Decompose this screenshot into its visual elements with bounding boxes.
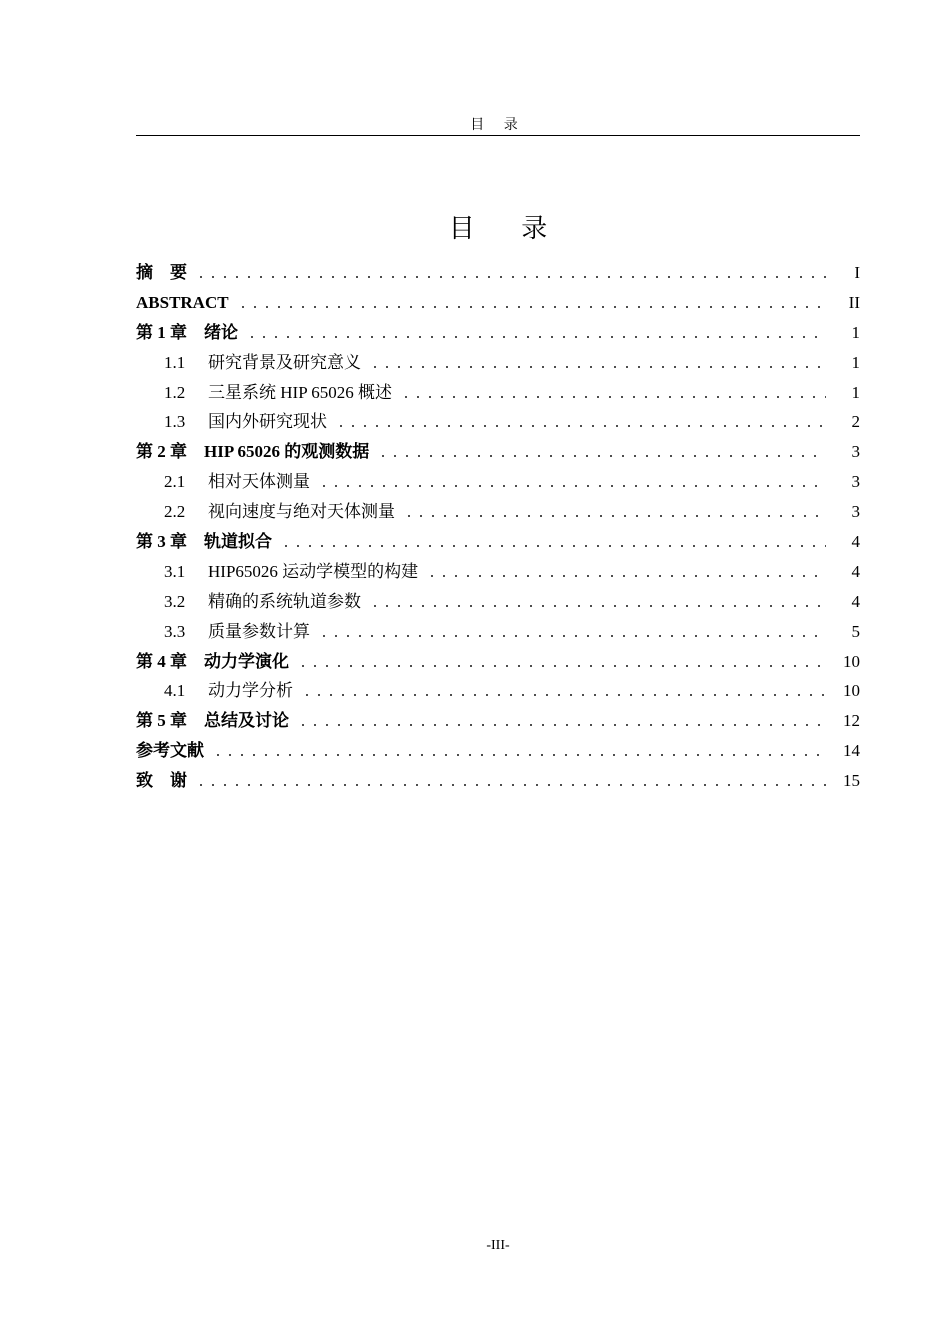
- toc-entry-page: 3: [851, 502, 860, 522]
- toc-entry-number: 1.2: [164, 382, 186, 402]
- toc-entry-label: 国内外研究现状: [208, 412, 327, 432]
- toc-entry-chapter-3[interactable]: [136, 527, 860, 557]
- toc-entry-section-3-3[interactable]: [136, 617, 860, 647]
- toc-entry-section-3-2[interactable]: [136, 587, 860, 617]
- toc-entry-number: 1.3: [164, 412, 186, 432]
- toc-entry-chapter-1[interactable]: [136, 318, 860, 348]
- toc-entry-abstract-cn[interactable]: [136, 258, 860, 288]
- toc-entry-page: 1: [851, 382, 860, 402]
- toc-entry-page: 4: [851, 561, 860, 581]
- toc-entry-label: 三星系统 HIP 65026 概述: [208, 382, 393, 402]
- toc-entry-number: 3.2: [164, 591, 186, 611]
- dot-leader: [195, 784, 826, 786]
- toc-entry-label: 质量参数计算: [208, 621, 310, 641]
- dot-leader: [426, 575, 826, 577]
- dot-leader: [335, 425, 826, 427]
- dot-leader: [318, 485, 826, 487]
- toc-entry-page: 4: [851, 591, 860, 611]
- toc-entry-page: 3: [851, 442, 860, 462]
- toc-entry-section-1-3[interactable]: [136, 407, 860, 437]
- toc-entry-number: 2.1: [164, 472, 186, 492]
- toc-entry-page: 2: [851, 412, 860, 432]
- toc-entry-chapter-2[interactable]: [136, 437, 860, 467]
- toc-entry-label: HIP65026 运动学模型的构建: [208, 561, 419, 581]
- toc-entry-label: 第 2 章 HIP 65026 的观测数据: [136, 442, 370, 462]
- toc-entry-chapter-4[interactable]: [136, 647, 860, 677]
- toc-entry-label: 相对天体测量: [208, 472, 310, 492]
- toc-entry-label: 第 5 章 总结及讨论: [136, 711, 289, 731]
- dot-leader: [297, 665, 826, 667]
- toc-entry-label: 第 1 章 绪论: [136, 322, 238, 342]
- toc-entry-references[interactable]: [136, 736, 860, 766]
- toc-entry-acknowledgements[interactable]: [136, 766, 860, 796]
- toc-entry-number: 4.1: [164, 681, 186, 701]
- dot-leader: [377, 455, 826, 457]
- dot-leader: [369, 605, 826, 607]
- toc-entry-page: II: [848, 292, 860, 312]
- toc-entry-number: 1.1: [164, 352, 186, 372]
- toc-entry-page: 15: [843, 771, 860, 791]
- dot-leader: [369, 366, 826, 368]
- toc-entry-page: 3: [851, 472, 860, 492]
- dot-leader: [400, 396, 826, 398]
- dot-leader: [297, 724, 826, 726]
- toc-entry-section-3-1[interactable]: [136, 557, 860, 587]
- toc-entry-page: 4: [851, 532, 860, 552]
- running-header: 目 录: [470, 118, 526, 133]
- toc-entry-label: 第 3 章 轨道拟合: [136, 532, 272, 552]
- toc-entry-number: 2.2: [164, 502, 186, 522]
- toc-entry-label: ABSTRACT: [136, 292, 229, 312]
- dot-leader: [318, 635, 826, 637]
- toc-entry-section-2-2[interactable]: [136, 497, 860, 527]
- dot-leader: [301, 694, 826, 696]
- toc-entry-label: 视向速度与绝对天体测量: [208, 502, 395, 522]
- toc-entry-page: 1: [851, 322, 860, 342]
- toc-entry-label: 研究背景及研究意义: [208, 352, 361, 372]
- toc-entry-page: I: [854, 263, 860, 282]
- dot-leader: [212, 754, 826, 756]
- toc-entry-label: 动力学分析: [208, 681, 293, 701]
- toc-entry-section-1-2[interactable]: [136, 378, 860, 408]
- toc-entry-abstract-en[interactable]: [136, 288, 860, 318]
- dot-leader: [246, 336, 826, 338]
- toc-entry-chapter-5[interactable]: [136, 706, 860, 736]
- toc-entry-page: 10: [843, 651, 860, 671]
- dot-leader: [280, 545, 826, 547]
- toc-entry-page: 5: [851, 621, 860, 641]
- dot-leader: [403, 515, 826, 517]
- toc-entry-label: 第 4 章 动力学演化: [136, 651, 289, 671]
- header-rule: [136, 135, 860, 136]
- toc-entry-section-4-1[interactable]: [136, 676, 860, 706]
- dot-leader: [237, 306, 826, 308]
- dot-leader: [195, 276, 826, 278]
- toc-entry-label: 参考文献: [136, 741, 204, 761]
- toc-entry-page: 12: [843, 711, 860, 731]
- toc-entry-label: 精确的系统轨道参数: [208, 591, 361, 611]
- toc-title: 目 录: [448, 214, 568, 243]
- toc-entry-number: 3.1: [164, 561, 186, 581]
- toc-entry-page: 1: [851, 352, 860, 372]
- toc-entry-page: 14: [843, 741, 860, 761]
- toc-entry-page: 10: [843, 681, 860, 701]
- toc-entry-section-2-1[interactable]: [136, 467, 860, 497]
- page-number-footer: -III-: [486, 1238, 510, 1253]
- toc-entry-label: 致 谢: [136, 771, 187, 791]
- toc-entry-section-1-1[interactable]: [136, 348, 860, 378]
- toc-entry-label: 摘 要: [136, 263, 187, 282]
- toc-entry-number: 3.3: [164, 621, 186, 641]
- table-of-contents: [136, 258, 860, 796]
